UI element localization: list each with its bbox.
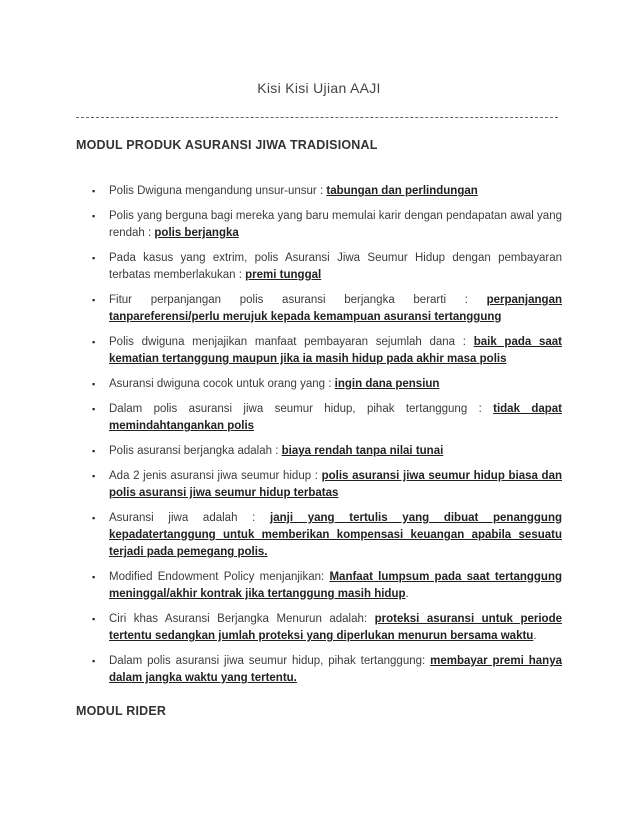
question-text: Polis Dwiguna mengandung unsur-unsur : <box>109 185 327 197</box>
question-text: Polis asuransi berjangka adalah : <box>109 445 282 457</box>
list-item <box>92 334 562 368</box>
answer-text: premi tunggal <box>245 269 322 281</box>
list-item <box>92 443 562 460</box>
question-text: Asuransi dwiguna cocok untuk orang yang : <box>109 378 335 390</box>
question-text: Fitur perpanjangan polis asuransi berjangka berarti : <box>109 294 487 306</box>
question-text: Ciri khas Asuransi Berjangka Menurun adalah: <box>109 613 375 625</box>
answer-text: Manfaat lumpsum pada saat tertanggung meninggal/akhir kontrak jika tertanggung masih hidup <box>109 571 562 600</box>
bullet-icon: ▪ <box>92 656 96 666</box>
question-text: Dalam polis asuransi jiwa seumur hidup, pihak tertanggung: <box>109 655 431 667</box>
bullet-icon: ▪ <box>92 614 96 624</box>
bullet-icon: ▪ <box>92 513 96 523</box>
bullet-icon: ▪ <box>92 253 96 263</box>
question-text: Polis dwiguna menjajikan manfaat pembayaran sejumlah dana : <box>109 336 474 348</box>
bullet-icon: ▪ <box>92 471 96 481</box>
list-item <box>92 653 562 687</box>
list-item <box>92 208 562 242</box>
title-divider <box>76 117 558 118</box>
answer-tail: . <box>405 588 409 600</box>
question-text: Pada kasus yang extrim, polis Asuransi Jiwa Seumur Hidup dengan pembayaran terbatas memberlakukan : <box>109 252 562 281</box>
bullet-icon: ▪ <box>92 404 96 414</box>
question-list <box>92 183 562 695</box>
section-heading-rider: MODUL RIDER <box>76 704 167 718</box>
answer-text: baik pada saat kematian tertanggung maupun jika ia masih hidup pada akhir masa polis <box>109 336 562 365</box>
bullet-icon: ▪ <box>92 337 96 347</box>
list-item <box>92 292 562 326</box>
answer-text: biaya rendah tanpa nilai tunai <box>281 445 444 457</box>
question-text: Dalam polis asuransi jiwa seumur hidup, pihak tertanggung : <box>109 403 494 415</box>
answer-text: polis berjangka <box>154 227 239 239</box>
list-item <box>92 569 562 603</box>
answer-text: perpanjangan tanpareferensi/perlu merujuk kepada kemampuan asuransi tertanggung <box>109 294 562 323</box>
list-item <box>92 401 562 435</box>
bullet-icon: ▪ <box>92 379 96 389</box>
question-text: Polis yang berguna bagi mereka yang baru memulai karir dengan pendapatan awal yang rendah : <box>109 210 562 239</box>
answer-text: polis asuransi jiwa seumur hidup biasa dan polis asuransi jiwa seumur hidup terbatas <box>109 470 562 499</box>
list-item <box>92 510 562 561</box>
bullet-icon: ▪ <box>92 572 96 582</box>
section-heading-produk: MODUL PRODUK ASURANSI JIWA TRADISIONAL <box>76 138 378 152</box>
question-text: Asuransi jiwa adalah : <box>109 512 271 524</box>
answer-text: ingin dana pensiun <box>334 378 440 390</box>
list-item <box>92 376 562 393</box>
bullet-icon: ▪ <box>92 211 96 221</box>
list-item <box>92 468 562 502</box>
list-item <box>92 183 562 200</box>
bullet-icon: ▪ <box>92 295 96 305</box>
document-title: Kisi Kisi Ujian AAJI <box>257 80 381 96</box>
answer-text: tabungan dan perlindungan <box>326 185 478 197</box>
bullet-icon: ▪ <box>92 186 96 196</box>
answer-tail: . <box>533 630 537 642</box>
answer-text: janji yang tertulis yang dibuat penanggung kepadatertanggung untuk memberikan kompensasi keuangan apabila sesuatu terjadi pada pemegang polis. <box>109 512 562 558</box>
list-item <box>92 611 562 645</box>
answer-text: proteksi asuransi untuk periode tertentu sedangkan jumlah proteksi yang diperlukan menurun bersama waktu <box>109 613 562 642</box>
bullet-icon: ▪ <box>92 446 96 456</box>
list-item <box>92 250 562 284</box>
question-text: Modified Endowment Policy menjanjikan: <box>109 571 330 583</box>
answer-text: tidak dapat memindahtangankan polis <box>109 403 562 432</box>
question-text: Ada 2 jenis asuransi jiwa seumur hidup : <box>109 470 322 482</box>
answer-text: membayar premi hanya dalam jangka waktu yang tertentu. <box>109 655 562 684</box>
